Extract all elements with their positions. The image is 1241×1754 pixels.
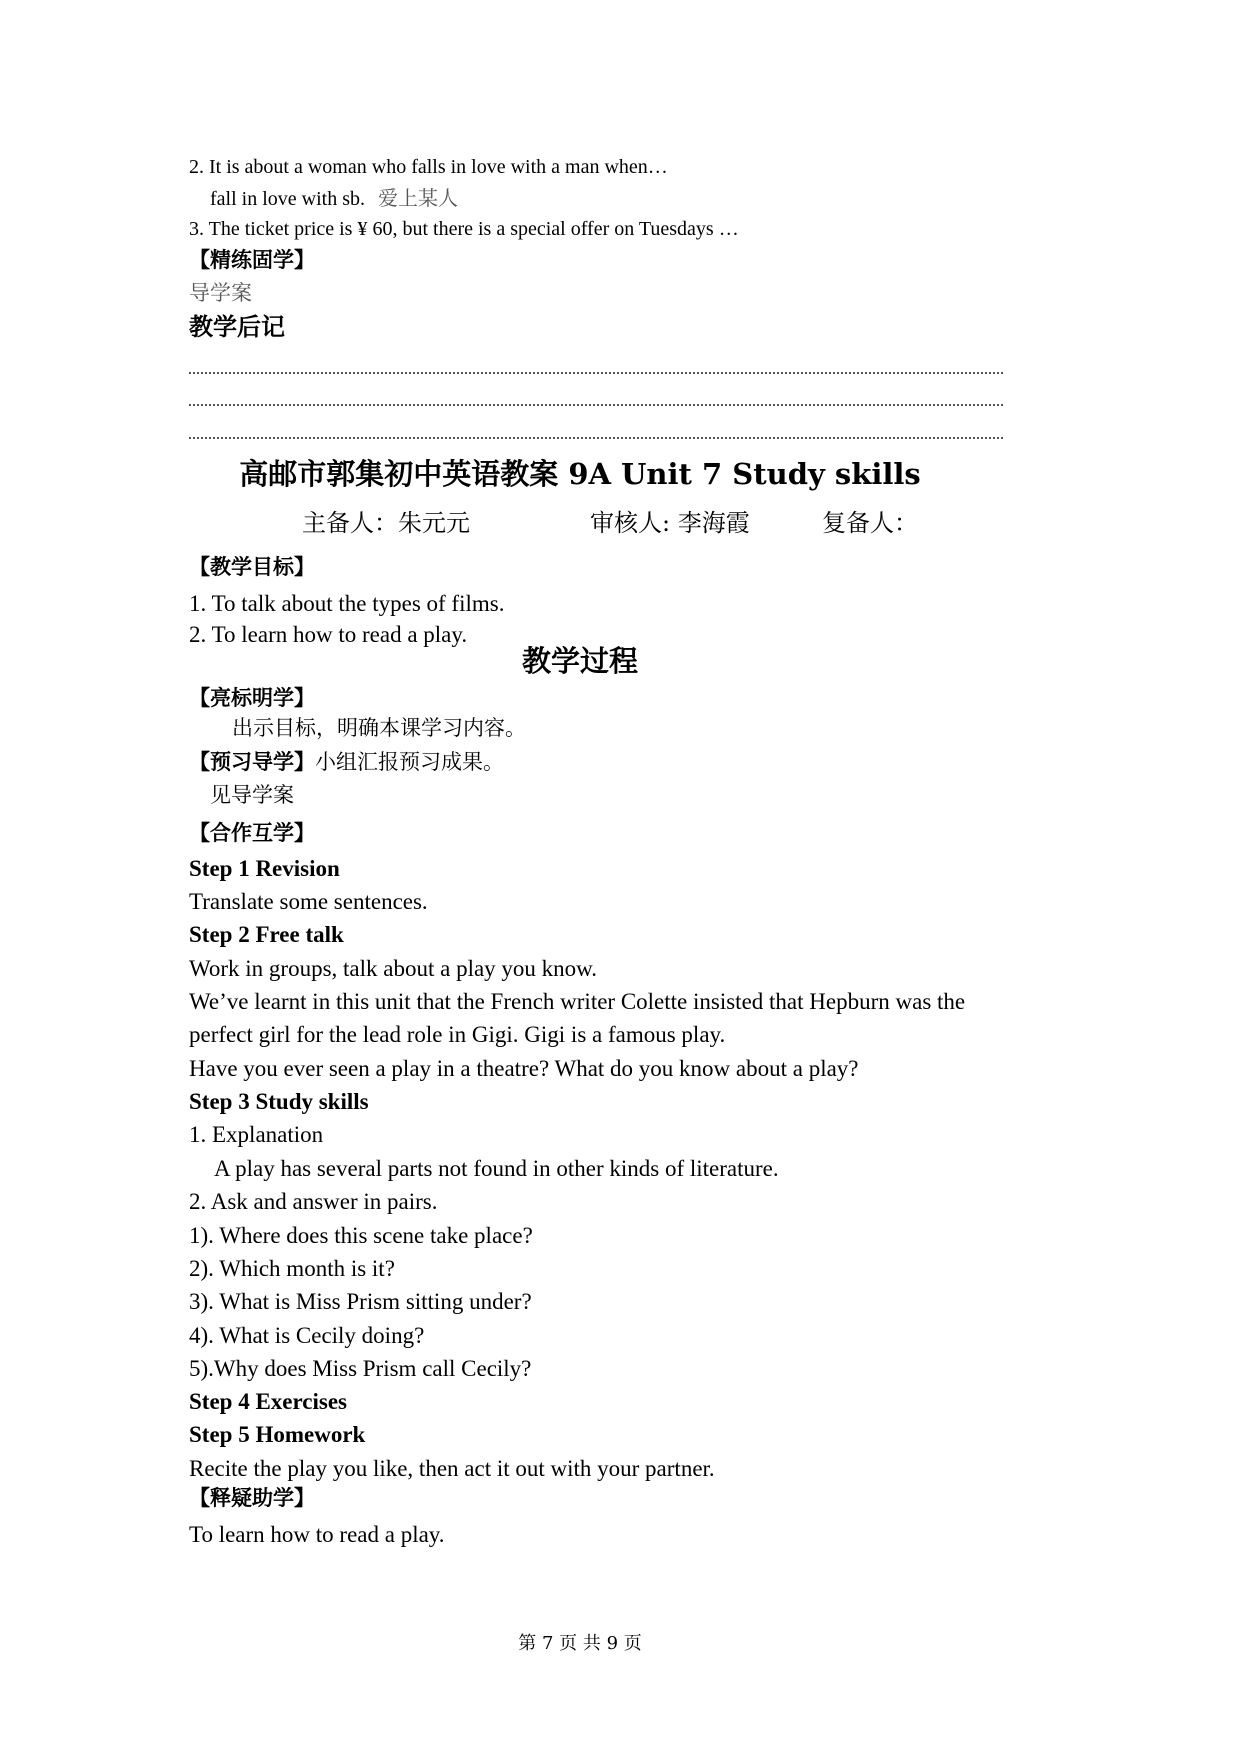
step-5-title: Step 5 Homework xyxy=(189,1422,366,1447)
step-3-item: 2. Ask and answer in pairs. xyxy=(189,1189,438,1214)
lesson-title: 高邮市郭集初中英语教案 9A Unit 7 Study skills xyxy=(239,457,921,491)
step-5-body: Recite the play you like, then act it out with your partner. xyxy=(189,1456,715,1481)
process-heading: 教学过程 xyxy=(521,644,638,678)
step-2-body: Have you ever seen a play in a theatre? What do you know about a play? xyxy=(189,1056,859,1081)
question-item: 2). Which month is it? xyxy=(189,1256,395,1281)
question-item: 4). What is Cecily doing? xyxy=(189,1323,425,1348)
hezuo-heading: 【合作互学】 xyxy=(189,821,315,845)
step-2-title: Step 2 Free talk xyxy=(189,922,344,947)
note-2-phrase-cn: 爱上某人 xyxy=(377,186,458,210)
question-item: 3). What is Miss Prism sitting under? xyxy=(189,1289,532,1314)
reflection-line-1 xyxy=(189,372,1003,374)
objective-item: 1. To talk about the types of films. xyxy=(189,591,505,616)
step-1-body: Translate some sentences. xyxy=(189,889,428,914)
question-item: 5).Why does Miss Prism call Cecily? xyxy=(189,1356,532,1381)
note-3: 3. The ticket price is ¥ 60, but there is a special offer on Tuesdays … xyxy=(189,218,739,240)
step-3-item: 1. Explanation xyxy=(189,1122,324,1147)
question-item: 1). Where does this scene take place? xyxy=(189,1223,533,1248)
reflection-line-3 xyxy=(189,437,1003,439)
jinglian-body: 导学案 xyxy=(189,281,252,305)
note-2-phrase xyxy=(210,188,458,209)
yuxi-line xyxy=(189,752,504,773)
objective-item: 2. To learn how to read a play. xyxy=(189,622,468,647)
liangbiao-heading: 【亮标明学】 xyxy=(189,686,315,710)
step-3-title: Step 3 Study skills xyxy=(189,1089,369,1114)
note-2-phrase-en: fall in love with sb. xyxy=(210,188,365,210)
co-preparer: 复备人： xyxy=(822,509,918,537)
yuxi-heading: 【预习导学】 xyxy=(189,750,315,774)
reflection-heading: 教学后记 xyxy=(189,313,285,341)
yuxi-inline: 小组汇报预习成果。 xyxy=(315,750,504,774)
shiyi-heading: 【释疑助学】 xyxy=(189,1486,315,1510)
step-2-body: Work in groups, talk about a play you know. xyxy=(189,956,598,981)
step-4-title: Step 4 Exercises xyxy=(189,1389,348,1414)
step-2-body: perfect girl for the lead role in Gigi. Gigi is a famous play. xyxy=(189,1022,726,1047)
step-3-item-body: A play has several parts not found in other kinds of literature. xyxy=(214,1156,779,1181)
preparer: 主备人：朱元元 xyxy=(302,509,470,537)
liangbiao-body: 出示目标，明确本课学习内容。 xyxy=(232,716,526,740)
page-number: 第 7 页 共 9 页 xyxy=(518,1633,642,1654)
reflection-line-2 xyxy=(189,404,1003,406)
objectives-heading: 【教学目标】 xyxy=(189,555,315,579)
jinglian-heading: 【精练固学】 xyxy=(189,248,315,272)
note-2: 2. It is about a woman who falls in love with a man when… xyxy=(189,156,668,178)
shiyi-body: To learn how to read a play. xyxy=(189,1522,445,1547)
reviewer: 审核人: 李海霞 xyxy=(590,509,750,537)
step-2-body: We’ve learnt in this unit that the French writer Colette insisted that Hepburn was the xyxy=(189,989,966,1014)
yuxi-body: 见导学案 xyxy=(210,783,294,807)
step-1-title: Step 1 Revision xyxy=(189,856,340,881)
